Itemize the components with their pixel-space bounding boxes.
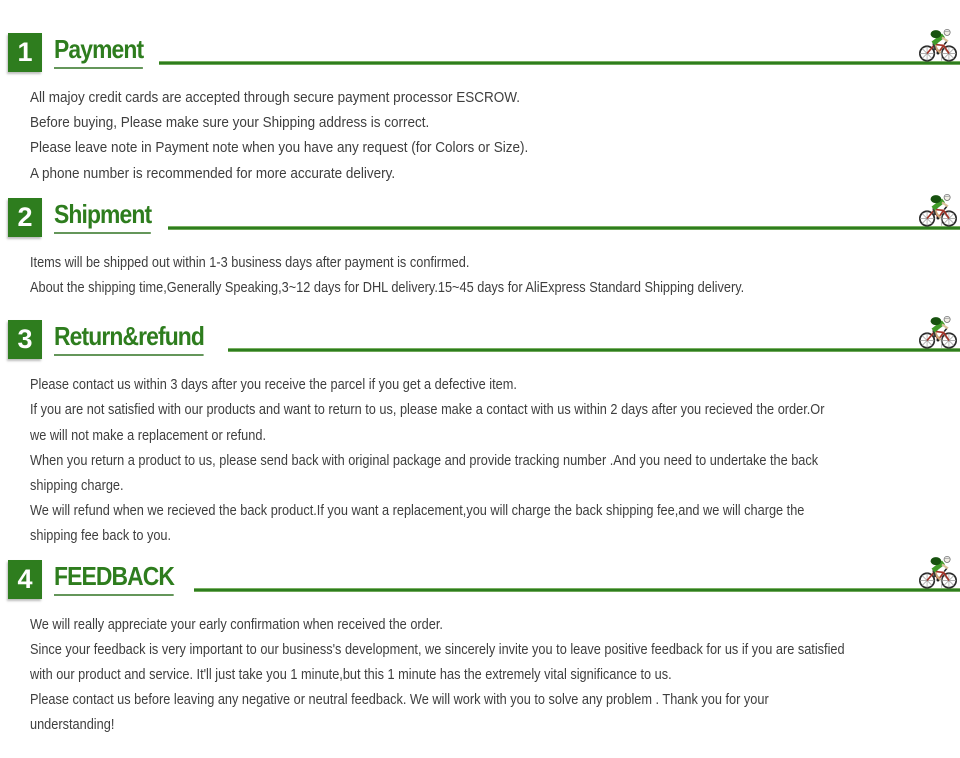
body-line: Items will be shipped out within 1-3 business days after payment is confirmed. (30, 253, 470, 271)
section-header (0, 320, 960, 360)
body-line: We will really appreciate your early confirmation when received the order. (30, 615, 443, 633)
body-line: Before buying, Please make sure your Shipping address is correct. (30, 114, 430, 132)
section-divider-rule (194, 588, 960, 592)
section-header (0, 198, 960, 238)
body-line: All majoy credit cards are accepted through secure payment processor ESCROW. (30, 89, 520, 106)
section-number-badge: 2 (8, 198, 42, 237)
section-body (0, 372, 960, 548)
section-header (0, 33, 960, 73)
section-number-badge: 3 (8, 320, 42, 359)
body-line: with our product and service. It'll just take you 1 minute,but this 1 minute has the extremely vital significance to us. (30, 666, 672, 684)
section-title-shipment: Shipment (54, 198, 164, 234)
body-line: shipping fee back to you. (30, 527, 172, 545)
body-line: About the shipping time,Generally Speaking,3~12 days for DHL delivery.15~45 days for AliExpress Standard Shipping delivery. (30, 279, 745, 297)
body-line: We will refund when we recieved the back product.If you want a replacement,you will charge the back shipping fee,and we will charge the (30, 502, 805, 520)
section-shipment (0, 198, 960, 300)
body-line: Please contact us before leaving any negative or neutral feedback. We will work with you to solve any problem . Thank you for your (30, 691, 769, 709)
section-title-return-refund: Return&refund (54, 320, 224, 356)
body-line: Please contact us within 3 days after you receive the parcel if you get a defective item. (30, 376, 517, 394)
cyclist-icon (916, 552, 960, 590)
section-divider-rule (159, 61, 960, 65)
section-return-refund (0, 320, 960, 548)
section-body (0, 250, 960, 300)
cyclist-icon (916, 25, 960, 63)
section-title-feedback: FEEDBACK (54, 560, 190, 596)
section-payment (0, 33, 960, 186)
section-number-badge: 4 (8, 560, 42, 599)
body-line: we will not make a replacement or refund. (30, 426, 266, 444)
section-divider-rule (228, 348, 960, 352)
section-body (0, 612, 960, 738)
body-line: If you are not satisfied with our products and want to return to us, please make a contact with us within 2 days after you recieved the order.Or (30, 401, 825, 419)
section-divider-rule (168, 226, 960, 230)
body-line: When you return a product to us, please send back with original package and provide tracking number .And you need to undertake the back (30, 451, 819, 469)
body-line: Since your feedback is very important to our business's development, we sincerely invite you to leave positive feedback for us if you are satisfied (30, 640, 845, 658)
body-line: Please leave note in Payment note when you have any request (for Colors or Size). (30, 139, 529, 157)
body-line: understanding! (30, 716, 115, 734)
section-number-badge: 1 (8, 33, 42, 72)
body-line: A phone number is recommended for more accurate delivery. (30, 164, 396, 182)
section-body (0, 85, 960, 186)
cyclist-icon (916, 190, 960, 228)
section-title-payment: Payment (54, 33, 155, 69)
cyclist-icon (916, 312, 960, 350)
body-line: shipping charge. (30, 477, 124, 495)
section-feedback (0, 560, 960, 738)
section-header (0, 560, 960, 600)
